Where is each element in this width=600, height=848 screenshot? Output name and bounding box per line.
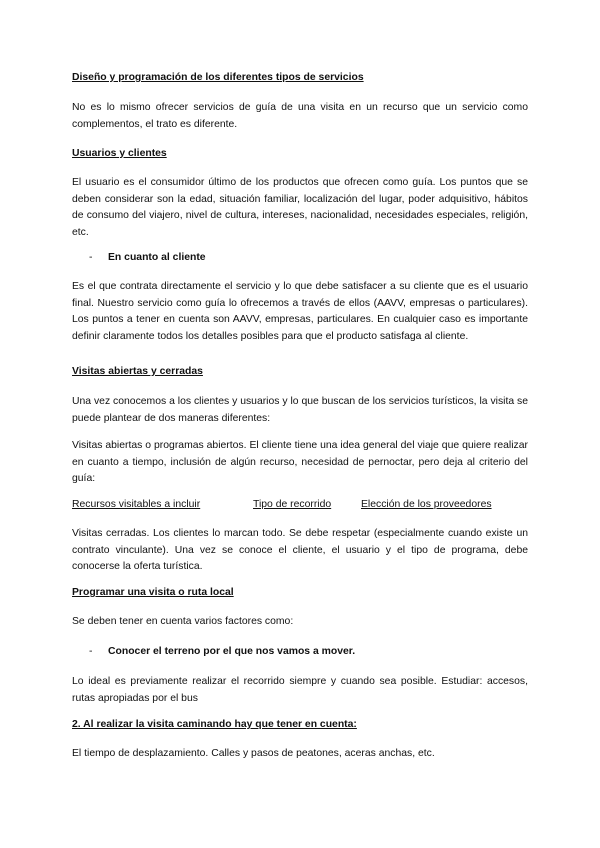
bullet-terreno: Conocer el terreno por el que nos vamos a mover. [108,646,356,657]
paragraph-cliente: Es el que contrata directamente el servicio y lo que debe satisfacer a su cliente que es el usuario final. Nuestro servicio como guía lo ofrecemos a través de ellos (AAVV, empresas o particulares). Los puntos a tener en cuenta son AAVV, empresas, particulares. En cualquier caso es importante definir claramente todos los detalles posibles para que el producto satisfaga al cliente. [72,281,528,342]
bullet-cliente: En cuanto al cliente [108,252,206,263]
bullet-marker: - [89,646,93,657]
paragraph-recorrido: Lo ideal es previamente realizar el recorrido siempre y cuando sea posible. Estudiar: accesos, rutas apropiadas por el bus [72,676,528,704]
paragraph-intro: No es lo mismo ofrecer servicios de guía de una visita en un recurso que un servicio como complementos, el trato es diferente. [72,102,528,130]
bullet-marker: - [89,252,93,263]
criterion-proveedores: Elección de los proveedores [361,499,492,510]
paragraph-usuarios: El usuario es el consumidor último de los productos que ofrecen como guía. Los puntos que se deben considerar son la edad, situación familiar, localización del lugar, poder adquisitivo, hábitos de consumo del viajero, nivel de cultura, intereses, nacionalidad, necesidades especiales, religión, etc. [72,177,528,238]
paragraph-tiempo: El tiempo de desplazamiento. Calles y pasos de peatones, aceras anchas, etc. [72,748,435,759]
criterion-recursos: Recursos visitables a incluir [72,499,201,510]
heading-programar: Programar una visita o ruta local [72,587,234,598]
paragraph-visitas-intro: Una vez conocemos a los clientes y usuarios y lo que buscan de los servicios turísticos, la visita se puede plantear de dos maneras diferentes: [72,396,528,424]
criterion-recorrido: Tipo de recorrido [253,499,332,510]
main-title: Diseño y programación de los diferentes tipos de servicios [72,72,364,83]
paragraph-visitas-cerradas: Visitas cerradas. Los clientes lo marcan todo. Se debe respetar (especialmente cuando existe un contrato vinculante). Una vez se conoce el cliente, el usuario y el tipo de programa, debe conocerse la oferta turística. [72,528,528,572]
heading-caminando: 2. Al realizar la visita caminando hay que tener en cuenta: [72,719,357,730]
paragraph-visitas-abiertas: Visitas abiertas o programas abiertos. El cliente tiene una idea general del viaje que quiere realizar en cuanto a tiempo, inclusión de algún recurso, necesidad de pernoctar, pero deja al criterio del guía: [72,440,528,484]
heading-visitas: Visitas abiertas y cerradas [72,366,203,377]
paragraph-factores: Se deben tener en cuenta varios factores como: [72,616,294,627]
heading-usuarios: Usuarios y clientes [72,148,167,159]
